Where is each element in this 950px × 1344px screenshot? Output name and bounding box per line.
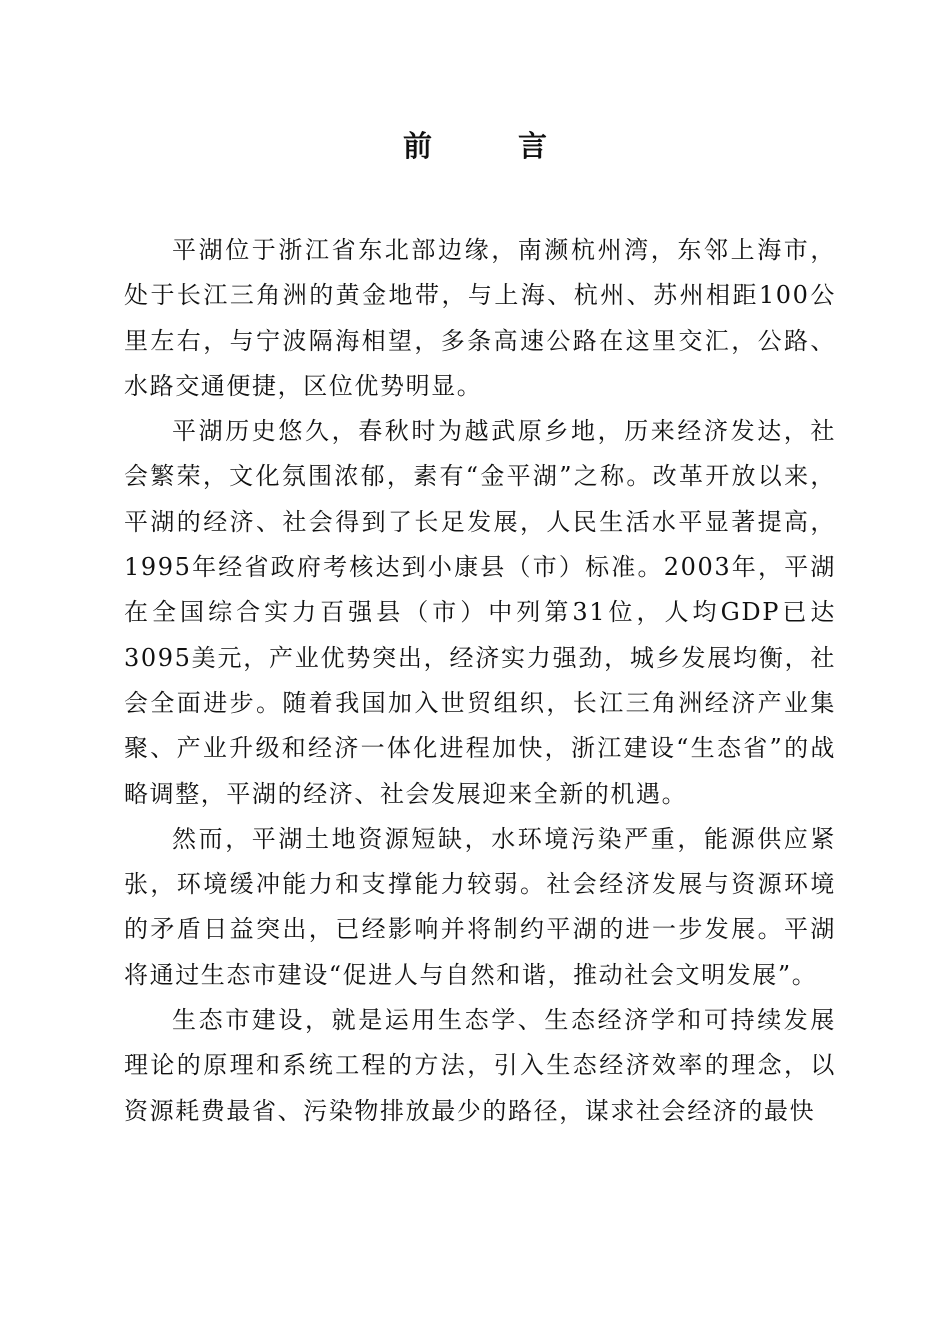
paragraph-4: 生态市建设，就是运用生态学、生态经济学和可持续发展理论的原理和系统工程的方法，引入生态经济效率的理念，以资源耗费最省、污染物排放最少的路径，谋求社会经济的最快 <box>124 1006 836 1125</box>
paragraph-1: 平湖位于浙江省东北部边缘，南濒杭州湾，东邻上海市，处于长江三角洲的黄金地带，与上海、杭州、苏州相距100公里左右，与宁波隔海相望，多条高速公路在这里交汇，公路、水路交通便捷，区位优势明显。 <box>124 236 836 400</box>
preface-body <box>124 228 836 1134</box>
title-char-1: 前 <box>402 129 432 163</box>
paragraph-3: 然而，平湖土地资源短缺，水环境污染严重，能源供应紧张，环境缓冲能力和支撑能力较弱。社会经济发展与资源环境的矛盾日益突出，已经影响并将制约平湖的进一步发展。平湖将通过生态市建设“促进人与自然和谐，推动社会文明发展”。 <box>124 824 836 989</box>
page-title <box>0 124 950 168</box>
title-char-2: 言 <box>518 129 548 163</box>
paragraph-2: 平湖历史悠久，春秋时为越武原乡地，历来经济发达，社会繁荣，文化氛围浓郁，素有“金平湖”之称。改革开放以来，平湖的经济、社会得到了长足发展，人民生活水平显著提高，1995年经省政府考核达到小康县（市）标准。2003年，平湖在全国综合实力百强县（市）中列第31位，人均GDP已达3095美元，产业优势突出，经济实力强劲，城乡发展均衡，社会全面进步。随着我国加入世贸组织，长江三角洲经济产业集聚、产业升级和经济一体化进程加快，浙江建设“生态省”的战略调整，平湖的经济、社会发展迎来全新的机遇。 <box>124 417 836 808</box>
